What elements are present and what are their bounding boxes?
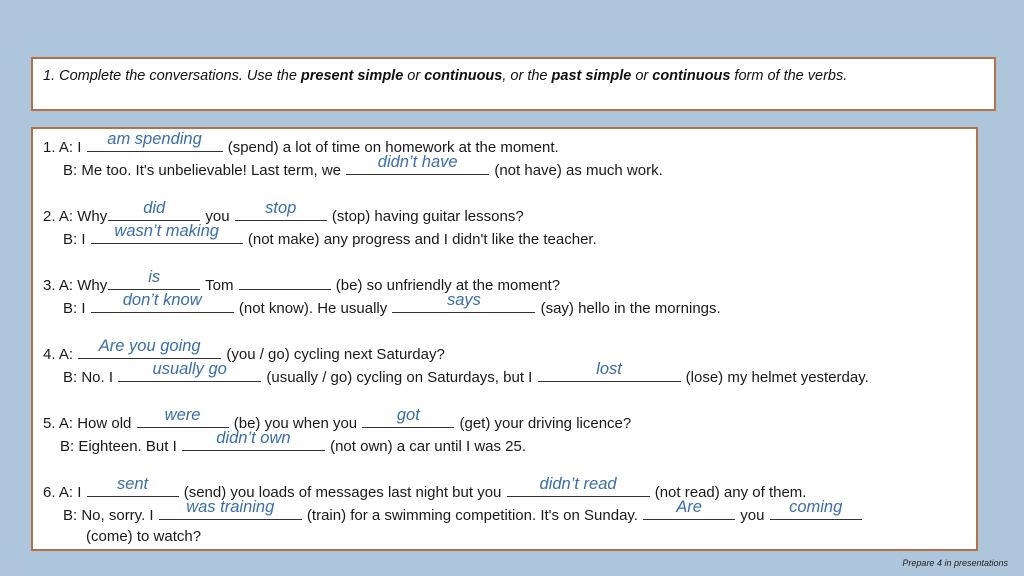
- text: Tom: [201, 277, 238, 294]
- text: 6. A: I: [43, 484, 86, 501]
- answer-text: am spending: [107, 130, 202, 148]
- text: (you / go) cycling next Saturday?: [222, 346, 445, 363]
- instruction-part: form of the verbs.: [730, 68, 848, 84]
- exercise-box: [31, 127, 978, 551]
- answer-text: Are you going: [98, 337, 201, 355]
- instruction-part: or: [631, 68, 653, 84]
- q2-line-b: [63, 222, 597, 249]
- text: 2. A: Why: [43, 208, 108, 225]
- answer-text: was training: [186, 498, 275, 516]
- answer-text: is: [148, 268, 161, 286]
- text: B: I: [63, 300, 90, 317]
- instruction-bold: continuous: [424, 68, 503, 84]
- text: (spend) a lot of time on homework at the moment.: [223, 139, 559, 156]
- answer-blank[interactable]: [346, 153, 489, 175]
- answer-text: don’t know: [122, 291, 202, 309]
- answer-text: wasn’t making: [114, 222, 219, 240]
- instruction-part: or: [403, 68, 425, 84]
- text: 1. A: I: [43, 139, 86, 156]
- answer-blank[interactable]: [91, 222, 243, 244]
- instruction-part: 1. Complete the conversations. Use the: [43, 68, 301, 84]
- text: (say) hello in the mornings.: [536, 300, 721, 317]
- text: B: No, sorry. I: [63, 507, 158, 524]
- instruction-bold: continuous: [652, 68, 731, 84]
- text: (not know). He usually: [234, 300, 392, 317]
- answer-text: didn’t own: [216, 429, 291, 447]
- answer-text: stop: [265, 199, 297, 217]
- instruction-text: [43, 68, 847, 84]
- text: (come) to watch?: [86, 528, 202, 545]
- answer-blank[interactable]: [770, 498, 862, 520]
- text: (lose) my helmet yesterday.: [681, 369, 869, 386]
- answer-text: usually go: [152, 360, 227, 378]
- instruction-bold: past simple: [551, 68, 632, 84]
- answer-blank[interactable]: [643, 498, 735, 520]
- instruction-part: , or the: [502, 68, 552, 84]
- text: B: Me too. It's unbelievable! Last term, we: [63, 162, 346, 179]
- answer-text: Are: [676, 498, 702, 516]
- answer-text: sent: [116, 475, 149, 493]
- q4-line-b: [63, 360, 869, 387]
- answer-blank[interactable]: [362, 406, 454, 428]
- answer-blank[interactable]: [182, 429, 325, 451]
- answer-text: didn’t read: [539, 475, 617, 493]
- q5-line-b: [60, 429, 527, 456]
- answer-blank[interactable]: [507, 475, 650, 497]
- text: 3. A: Why: [43, 277, 108, 294]
- answer-blank[interactable]: [87, 475, 179, 497]
- text: B: Eighteen. But I: [60, 438, 181, 455]
- answer-blank[interactable]: [235, 199, 327, 221]
- answer-blank[interactable]: [87, 130, 223, 152]
- answer-text: got: [396, 406, 420, 424]
- answer-blank[interactable]: [392, 291, 535, 313]
- footer-credit: Prepare 4 in presentations: [902, 558, 1008, 568]
- text: (get) your driving licence?: [455, 415, 632, 432]
- answer-blank[interactable]: [91, 291, 234, 313]
- text: (be) so unfriendly at the moment?: [331, 277, 561, 294]
- answer-text: didn’t have: [377, 153, 458, 171]
- q5-line-a: [43, 406, 632, 433]
- text: (be) you when you: [229, 415, 362, 432]
- answer-text: lost: [596, 360, 622, 378]
- instruction-box: [31, 57, 996, 111]
- answer-blank[interactable]: [78, 337, 221, 359]
- answer-text: did: [143, 199, 166, 217]
- answer-blank[interactable]: [137, 406, 229, 428]
- text: (not own) a car until I was 25.: [325, 438, 527, 455]
- text: (usually / go) cycling on Saturdays, but I: [262, 369, 537, 386]
- answer-text: coming: [789, 498, 843, 516]
- answer-blank[interactable]: [108, 199, 200, 221]
- instruction-bold: present simple: [300, 68, 404, 84]
- text: B: No. I: [63, 369, 118, 386]
- answer-text: were: [164, 406, 201, 424]
- text: (not make) any progress and I didn't like the teacher.: [243, 231, 597, 248]
- text: (not read) any of them.: [650, 484, 807, 501]
- text: (not have) as much work.: [490, 162, 663, 179]
- q3-line-b: [63, 291, 721, 318]
- text: (send) you loads of messages last night but you: [179, 484, 506, 501]
- text: you: [736, 507, 769, 524]
- q6-line-c: [86, 526, 201, 548]
- answer-blank[interactable]: [108, 268, 200, 290]
- q1-line-b: [63, 153, 663, 180]
- text: 4. A:: [43, 346, 78, 363]
- text: B: I: [63, 231, 90, 248]
- answer-blank[interactable]: [239, 273, 331, 290]
- answer-blank[interactable]: [159, 498, 302, 520]
- text: you: [201, 208, 234, 225]
- text: (train) for a swimming competition. It's on Sunday.: [302, 507, 643, 524]
- text: 5. A: How old: [43, 415, 136, 432]
- q6-line-b: [63, 498, 863, 525]
- answer-blank[interactable]: [538, 360, 681, 382]
- answer-blank[interactable]: [118, 360, 261, 382]
- text: (stop) having guitar lessons?: [327, 208, 524, 225]
- answer-text: says: [446, 291, 481, 309]
